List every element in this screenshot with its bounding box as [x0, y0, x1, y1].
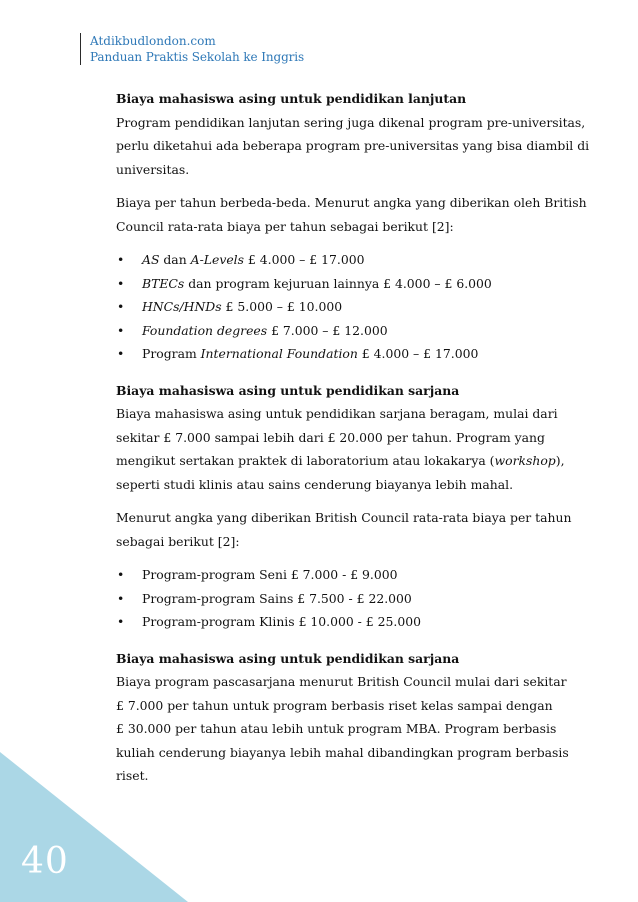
- text-line: Biaya program pascasarjana menurut British Council mulai dari sekitar: [116, 674, 567, 689]
- list-item: • Program International Foundation £ 4.000 – £ 17.000: [116, 342, 554, 366]
- bullet-icon: •: [117, 614, 125, 629]
- text-line: sebagai berikut [2]:: [116, 533, 240, 549]
- fee-list-sarjana: [116, 563, 554, 634]
- text-line: Council rata-rata biaya per tahun sebagai berikut [2]:: [116, 218, 454, 234]
- text-line: perlu diketahui ada beberapa program pre-universitas yang bisa diambil di: [116, 138, 590, 153]
- text-line: £ 30.000 per tahun atau lebih untuk program MBA. Program berbasis: [116, 721, 557, 736]
- paragraph-intro: [116, 111, 590, 182]
- page-content: [116, 87, 590, 788]
- bullet-icon: •: [117, 567, 125, 582]
- bullet-icon: •: [117, 346, 125, 361]
- text-line: £ 7.000 per tahun untuk program berbasis riset kelas sampai dengan: [116, 697, 553, 713]
- fee-list-lanjutan: [116, 248, 554, 366]
- text-line: Program pendidikan lanjutan sering juga dikenal program pre-universitas,: [116, 114, 586, 130]
- list-item: • Program-program Klinis £ 10.000 - £ 25.000: [116, 610, 554, 634]
- list-item: • BTECs dan program kejuruan lainnya £ 4.000 – £ 6.000: [116, 272, 554, 296]
- paragraph-sarjana: [116, 402, 565, 496]
- text-line: Biaya per tahun berbeda-beda. Menurut angka yang diberikan oleh British: [116, 195, 587, 210]
- site-name: Atdikbudlondon.com: [90, 34, 216, 48]
- text-line: mengikut sertakan praktek di laboratorium atau lokakarya (workshop),: [116, 453, 565, 468]
- section-heading-lanjutan: Biaya mahasiswa asing untuk pendidikan lanjutan: [116, 91, 467, 106]
- bullet-icon: •: [117, 299, 125, 314]
- bullet-icon: •: [117, 252, 125, 267]
- paragraph-fees: [116, 191, 587, 238]
- bullet-icon: •: [117, 590, 125, 606]
- bullet-icon: •: [117, 322, 125, 338]
- text-line: sekitar £ 7.000 sampai lebih dari £ 20.000 per tahun. Program yang: [116, 429, 545, 445]
- text-line: Biaya mahasiswa asing untuk pendidikan sarjana beragam, mulai dari: [116, 406, 558, 421]
- text-line: riset.: [116, 768, 149, 783]
- text-line: universitas.: [116, 161, 190, 177]
- document-subtitle: Panduan Praktis Sekolah ke Inggris: [90, 50, 305, 64]
- section-heading-pascasarjana: Biaya mahasiswa asing untuk pendidikan sarjana: [116, 650, 460, 666]
- text-line: Menurut angka yang diberikan British Council rata-rata biaya per tahun: [116, 510, 572, 525]
- section-heading-sarjana: Biaya mahasiswa asing untuk pendidikan sarjana: [116, 382, 460, 398]
- list-item: • Foundation degrees £ 7.000 – £ 12.000: [116, 319, 554, 343]
- page-number: 40: [21, 841, 69, 882]
- list-item: • Program-program Seni £ 7.000 - £ 9.000: [116, 563, 554, 587]
- list-item: • HNCs/HNDs £ 5.000 – £ 10.000: [116, 295, 554, 319]
- page-header: [80, 33, 304, 65]
- text-line: seperti studi klinis atau sains cenderung biayanya lebih mahal.: [116, 476, 514, 492]
- bullet-icon: •: [117, 275, 125, 291]
- paragraph-sarjana-fees: [116, 506, 572, 553]
- text-line: kuliah cenderung biayanya lebih mahal dibandingkan program berbasis: [116, 744, 569, 760]
- list-item: • AS dan A-Levels £ 4.000 – £ 17.000: [116, 248, 554, 272]
- list-item: • Program-program Sains £ 7.500 - £ 22.000: [116, 587, 554, 611]
